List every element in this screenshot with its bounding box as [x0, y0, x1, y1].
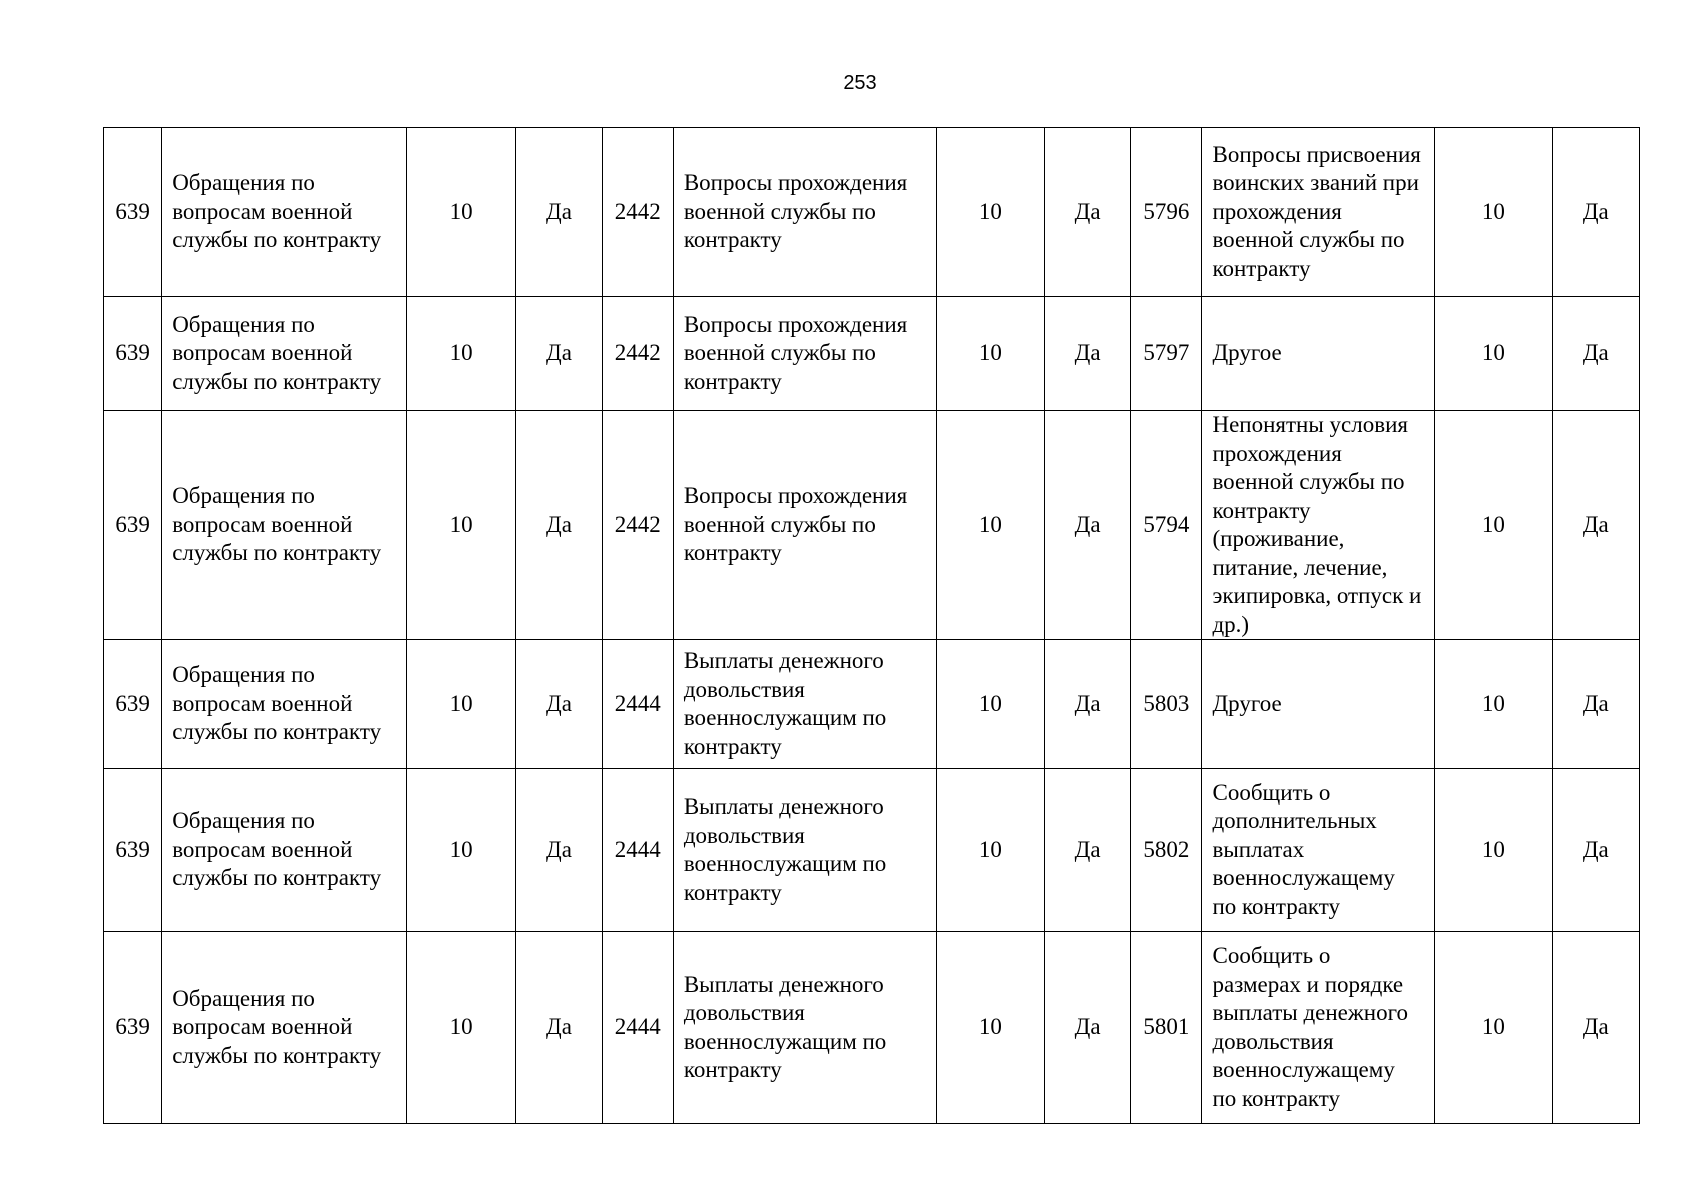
- subtopic-flag-cell: Да: [1045, 769, 1131, 932]
- topic-name-cell: Обращения по вопросам военной службы по контракту: [162, 411, 407, 640]
- subtopic-name-cell: Выплаты денежного довольствия военнослужащим по контракту: [673, 932, 936, 1124]
- topic-days-cell: 10: [406, 411, 515, 640]
- subtopic-days-cell: 10: [936, 411, 1044, 640]
- table-body: [104, 128, 1640, 1124]
- subtopic-name-cell: Вопросы прохождения военной службы по контракту: [673, 297, 936, 411]
- subtopic-id-cell: 2442: [602, 128, 673, 297]
- question-days-cell: 10: [1435, 128, 1552, 297]
- subtopic-flag-cell: Да: [1045, 411, 1131, 640]
- topic-flag-cell: Да: [516, 769, 602, 932]
- subtopic-name-cell: Вопросы прохождения военной службы по контракту: [673, 128, 936, 297]
- subtopic-name-cell: Выплаты денежного довольствия военнослужащим по контракту: [673, 640, 936, 769]
- table-row: [104, 769, 1640, 932]
- question-days-cell: 10: [1435, 769, 1552, 932]
- topic-days-cell: 10: [406, 297, 515, 411]
- question-flag-cell: Да: [1552, 640, 1639, 769]
- question-id-cell: 5803: [1131, 640, 1202, 769]
- question-id-cell: 5801: [1131, 932, 1202, 1124]
- subtopic-days-cell: 10: [936, 640, 1044, 769]
- topic-name-cell: Обращения по вопросам военной службы по контракту: [162, 297, 407, 411]
- question-name-cell: Другое: [1202, 640, 1435, 769]
- question-days-cell: 10: [1435, 932, 1552, 1124]
- question-flag-cell: Да: [1552, 769, 1639, 932]
- subtopic-flag-cell: Да: [1045, 128, 1131, 297]
- question-name-cell: Другое: [1202, 297, 1435, 411]
- topic-flag-cell: Да: [516, 640, 602, 769]
- table-row: [104, 640, 1640, 769]
- question-flag-cell: Да: [1552, 128, 1639, 297]
- subtopic-name-cell: Выплаты денежного довольствия военнослужащим по контракту: [673, 769, 936, 932]
- table-row: [104, 128, 1640, 297]
- page-number: 253: [843, 72, 877, 94]
- subtopic-flag-cell: Да: [1045, 932, 1131, 1124]
- subtopic-days-cell: 10: [936, 297, 1044, 411]
- table-row: [104, 411, 1640, 640]
- topic-id-cell: 639: [104, 932, 162, 1124]
- topic-days-cell: 10: [406, 640, 515, 769]
- question-days-cell: 10: [1435, 297, 1552, 411]
- topic-id-cell: 639: [104, 297, 162, 411]
- topic-name-cell: Обращения по вопросам военной службы по контракту: [162, 640, 407, 769]
- subtopic-days-cell: 10: [936, 769, 1044, 932]
- question-id-cell: 5796: [1131, 128, 1202, 297]
- question-days-cell: 10: [1435, 640, 1552, 769]
- classifier-table: [103, 127, 1640, 1124]
- subtopic-name-cell: Вопросы прохождения военной службы по контракту: [673, 411, 936, 640]
- topic-flag-cell: Да: [516, 297, 602, 411]
- subtopic-id-cell: 2444: [602, 932, 673, 1124]
- topic-flag-cell: Да: [516, 411, 602, 640]
- question-flag-cell: Да: [1552, 932, 1639, 1124]
- question-days-cell: 10: [1435, 411, 1552, 640]
- question-id-cell: 5797: [1131, 297, 1202, 411]
- topic-days-cell: 10: [406, 769, 515, 932]
- topic-name-cell: Обращения по вопросам военной службы по контракту: [162, 128, 407, 297]
- question-id-cell: 5794: [1131, 411, 1202, 640]
- topic-name-cell: Обращения по вопросам военной службы по контракту: [162, 932, 407, 1124]
- subtopic-flag-cell: Да: [1045, 640, 1131, 769]
- question-id-cell: 5802: [1131, 769, 1202, 932]
- topic-id-cell: 639: [104, 411, 162, 640]
- subtopic-id-cell: 2442: [602, 297, 673, 411]
- subtopic-id-cell: 2442: [602, 411, 673, 640]
- topic-id-cell: 639: [104, 640, 162, 769]
- question-flag-cell: Да: [1552, 297, 1639, 411]
- question-name-cell: Непонятны условия прохождения военной службы по контракту (проживание, питание, лечение, экипировка, отпуск и др.): [1202, 411, 1435, 640]
- topic-days-cell: 10: [406, 932, 515, 1124]
- topic-flag-cell: Да: [516, 128, 602, 297]
- subtopic-id-cell: 2444: [602, 640, 673, 769]
- topic-id-cell: 639: [104, 128, 162, 297]
- topic-days-cell: 10: [406, 128, 515, 297]
- table-row: [104, 932, 1640, 1124]
- subtopic-flag-cell: Да: [1045, 297, 1131, 411]
- topic-name-cell: Обращения по вопросам военной службы по контракту: [162, 769, 407, 932]
- subtopic-id-cell: 2444: [602, 769, 673, 932]
- question-name-cell: Сообщить о размерах и порядке выплаты денежного довольствия военнослужащему по контракту: [1202, 932, 1435, 1124]
- subtopic-days-cell: 10: [936, 128, 1044, 297]
- question-name-cell: Вопросы присвоения воинских званий при прохождения военной службы по контракту: [1202, 128, 1435, 297]
- subtopic-days-cell: 10: [936, 932, 1044, 1124]
- question-flag-cell: Да: [1552, 411, 1639, 640]
- question-name-cell: Сообщить о дополнительных выплатах военнослужащему по контракту: [1202, 769, 1435, 932]
- table-row: [104, 297, 1640, 411]
- topic-id-cell: 639: [104, 769, 162, 932]
- topic-flag-cell: Да: [516, 932, 602, 1124]
